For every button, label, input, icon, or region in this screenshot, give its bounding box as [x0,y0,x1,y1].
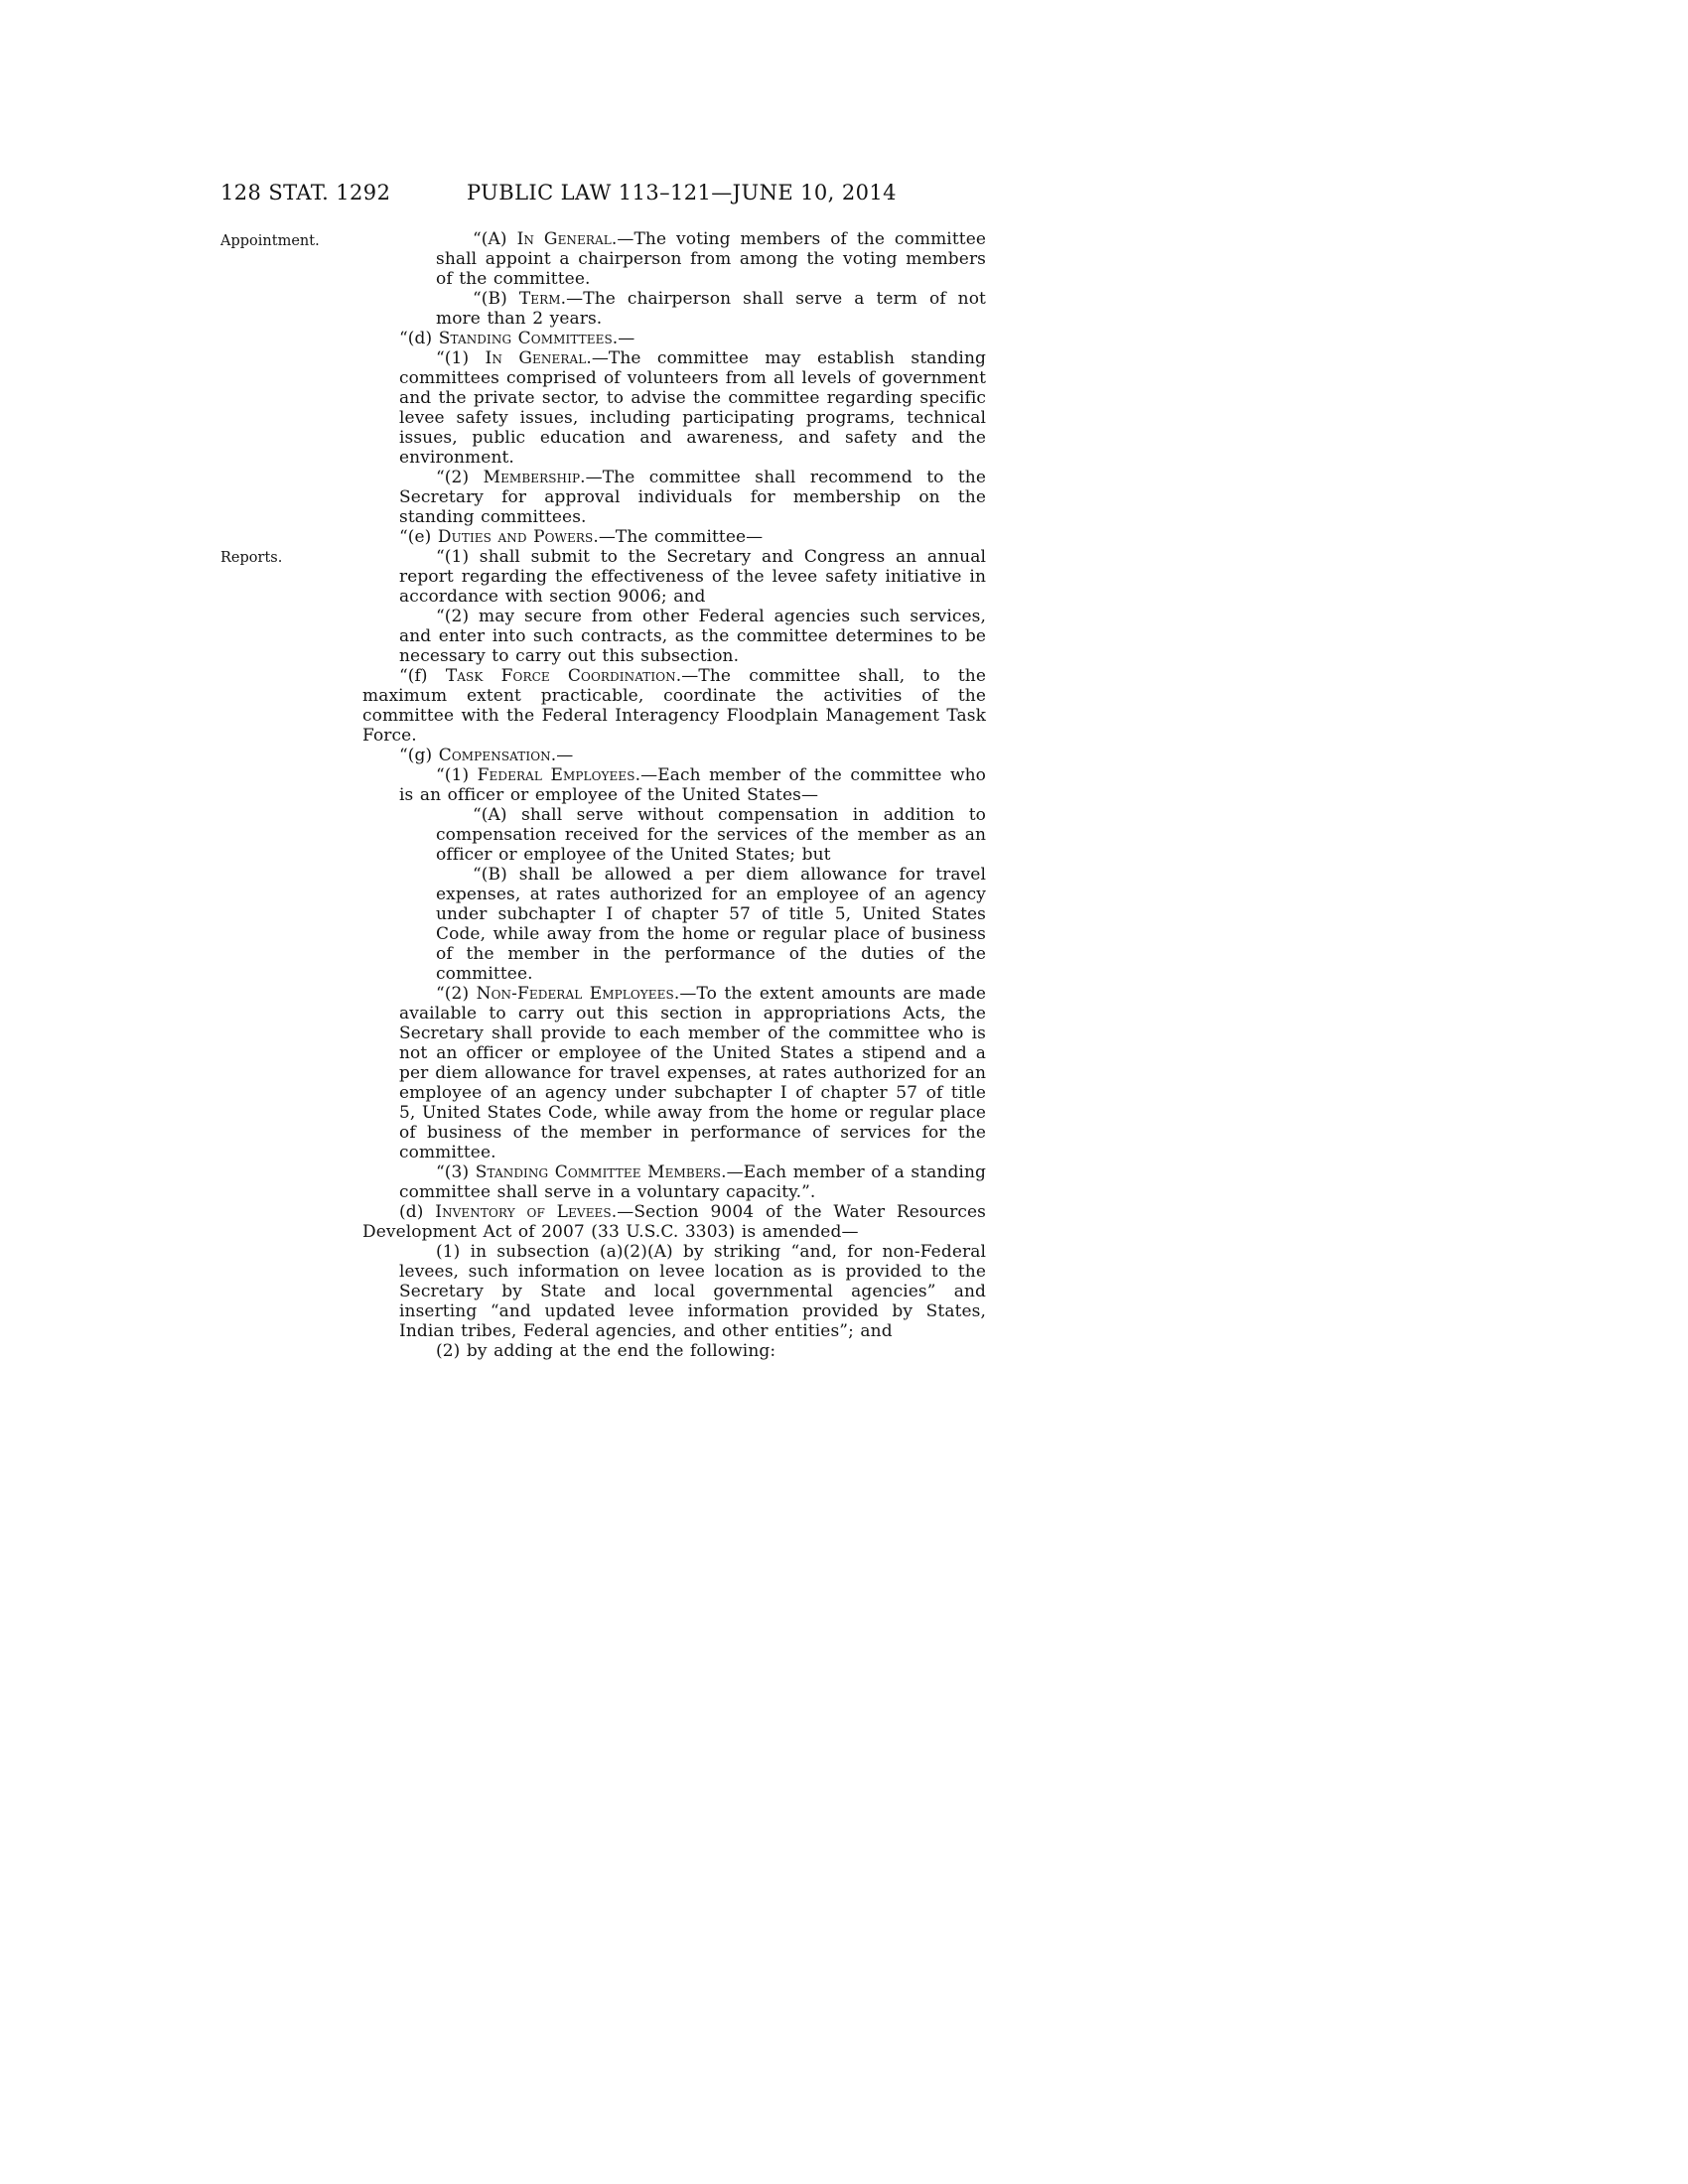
para-prefix: “(B) [473,865,519,885]
para-heading: In General [516,229,612,249]
margin-note-reports: Reports. [220,550,283,566]
para-heading: Inventory of Levees [435,1202,612,1222]
statute-paragraph [399,984,986,1162]
para-prefix: “(e) [399,527,438,547]
para-heading: Duties and Powers [437,527,594,547]
para-heading: Federal Employees [477,765,635,785]
para-heading: Compensation [438,746,551,765]
para-text: may secure from other Federal agencies such services, and enter into such contracts, as the committee determines to be necessary to carry out this subsection. [399,607,986,666]
para-prefix: “(f) [399,666,446,686]
statute-paragraph [362,746,986,765]
para-prefix: “(1) [436,765,478,785]
statute-paragraph [436,229,986,289]
para-heading: Non-Federal Employees [476,984,674,1004]
statute-paragraph [362,329,986,348]
statute-paragraph [399,547,986,607]
statute-paragraph [399,1242,986,1341]
statute-paragraph [436,805,986,865]
para-prefix: “(B) [473,289,519,309]
para-prefix: “(2) [436,468,484,487]
statute-paragraph [362,527,986,547]
statute-paragraph [399,348,986,468]
para-text: .—The committee may establish standing committees comprised of volunteers from all levels of government and the private sector, to advise the committee regarding specific levee safety issues, including participating programs, technical issues, public education and awareness, and safety and the environment. [399,348,986,468]
para-text: shall serve without compensation in addition to compensation received for the services of the member as an officer or employee of the United States; but [436,805,987,865]
para-heading: Task Force Coordination [445,666,676,686]
para-heading: Standing Committee Members [475,1162,722,1182]
statute-paragraph [362,1202,986,1242]
para-prefix: “(A) [473,229,517,249]
para-text: by adding at the end the following: [466,1341,776,1361]
statute-paragraph [436,865,986,984]
margin-note-appointment: Appointment. [220,233,320,249]
para-prefix: “(2) [436,984,477,1004]
statute-paragraph [399,1162,986,1202]
para-text: .—The committee shall, to the maximum extent practicable, coordinate the activities of the committee with the Federal Interagency Floodplain Management Task Force. [362,666,986,746]
para-prefix: “(g) [399,746,439,765]
para-text: .—The voting members of the committee shall appoint a chairperson from among the voting members of the committee. [436,229,987,289]
para-prefix: (1) [436,1242,471,1262]
para-prefix: “(2) [436,607,480,626]
para-text: .— [550,746,574,765]
para-text: .—To the extent amounts are made available to carry out this section in appropriations Acts, the Secretary shall provide to each member of the committee who is not an officer or employee of the United States a stipend and a per diem allowance for travel expenses, at rates authorized for an employee of an agency under subchapter I of chapter 57 of title 5, United States Code, while away from the home or regular place of business of the member in performance of services for the committee. [399,984,986,1162]
para-text: .—Each member of the committee who is an officer or employee of the United States— [399,765,986,805]
para-heading: Standing Committees [438,329,613,348]
statute-paragraph [399,765,986,805]
para-prefix: “(3) [436,1162,476,1182]
public-law-heading: PUBLIC LAW 113–121—JUNE 10, 2014 [467,181,897,205]
para-text: .—Section 9004 of the Water Resources Development Act of 2007 (33 U.S.C. 3303) is amended— [362,1202,986,1242]
statute-paragraph [362,666,986,746]
para-text: .— [612,329,635,348]
para-prefix: (d) [399,1202,436,1222]
para-prefix: (2) [436,1341,467,1361]
para-heading: Membership [483,468,581,487]
statute-paragraph [399,468,986,527]
para-prefix: “(1) [436,348,486,368]
para-text: shall submit to the Secretary and Congress an annual report regarding the effectiveness of the levee safety initiative in accordance with section 9006; and [399,547,986,607]
statute-paragraph [436,289,986,329]
para-text: .—The chairperson shall serve a term of not more than 2 years. [436,289,986,329]
para-text: .—The committee shall recommend to the Secretary for approval individuals for membership on the standing committees. [399,468,986,527]
para-heading: In General [485,348,587,368]
statute-paragraph [399,1341,986,1361]
para-text: .—The committee— [593,527,764,547]
stat-page-number: 128 STAT. 1292 [220,181,391,205]
para-text: shall be allowed a per diem allowance for travel expenses, at rates authorized for an employee of an agency under subchapter I of chapter 57 of title 5, United States Code, while away from the home or regular place of business of the member in the performance of the duties of the committee. [436,865,986,984]
para-prefix: “(d) [399,329,439,348]
para-text: .—Each member of a standing committee shall serve in a voluntary capacity.”. [399,1162,986,1202]
para-text: in subsection (a)(2)(A) by striking “and, for non-Federal levees, such information on levee location as is provided to the Secretary by State and local governmental agencies” and inserting “and updated levee information provided by States, Indian tribes, Federal agencies, and other entities”; and [399,1242,986,1341]
para-prefix: “(A) [473,805,522,825]
statute-paragraph [399,607,986,666]
statute-body-text [362,229,986,1361]
para-heading: Term [518,289,561,309]
para-prefix: “(1) [436,547,480,567]
